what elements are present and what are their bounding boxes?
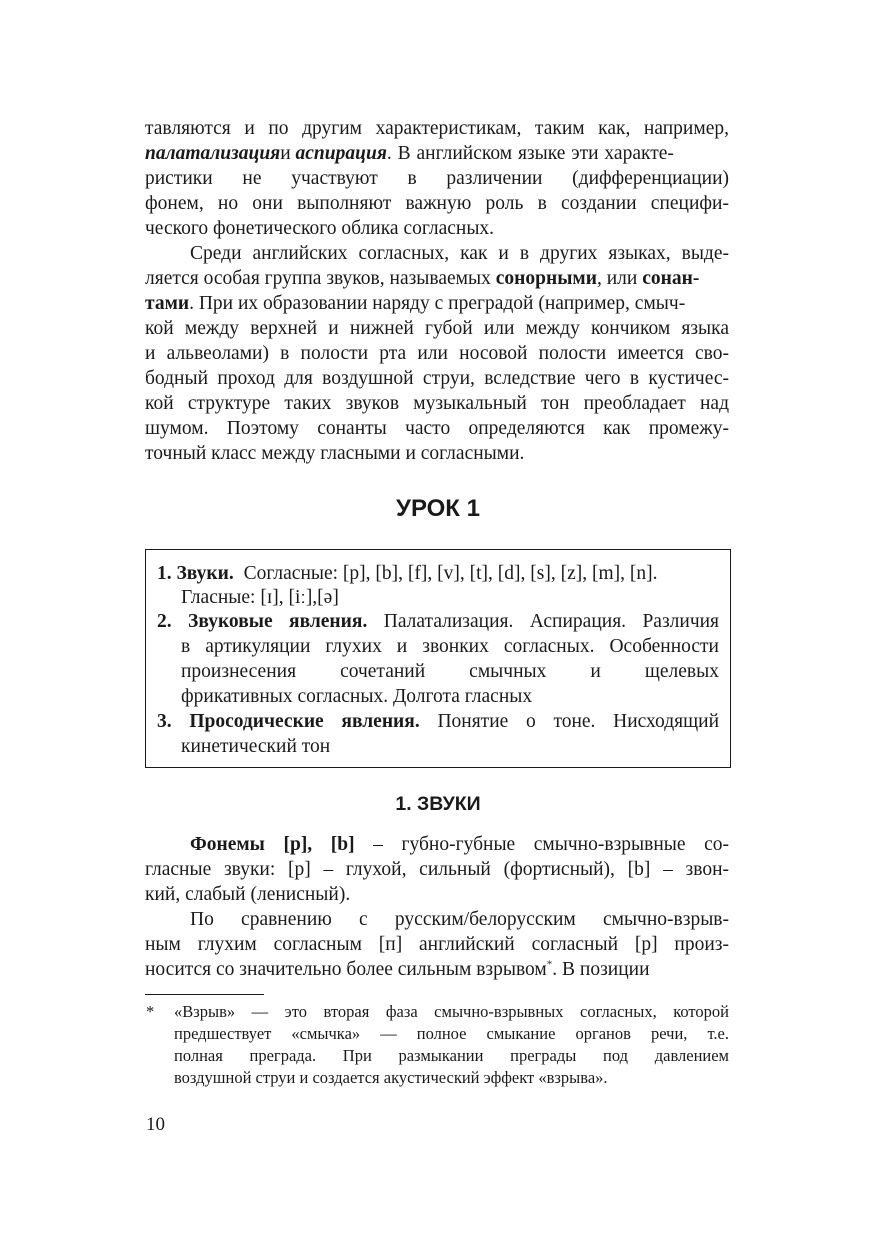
text-line: и альвеолами) в полости рта или носовой полости имеется сво- [145,343,729,364]
text-line: произнесения сочетаний смычных и щелевых [181,661,719,682]
footnote-reference[interactable]: * [546,958,553,971]
text-line: кой структуре таких звуков музыкальный тон преобладает над [145,393,729,414]
text-line: ристики не участвуют в различении (дифференциации) [145,168,729,189]
text-line: кий, слабый (ленисный). [145,884,351,905]
text-fragment: , или [596,268,643,289]
text-line: в артикуляции глухих и звонких согласных. Особенности [181,636,719,657]
term-aspiration: аспирация [295,143,387,164]
item-number: 1. [157,563,172,584]
text-fragment: носится со значительно более сильным взрывом [145,959,547,980]
section-title: 1. ЗВУКИ [395,793,481,815]
footnote-divider [145,994,264,995]
contents-item-1 [157,561,719,586]
item-text: Палатализация. Аспирация. Различия [383,611,720,632]
text-line [145,266,729,291]
conjunction: и [280,143,291,164]
text-line: гласные звуки: [p] – глухой, сильный (фортисный), [b] – звон- [145,859,729,880]
term-palatalization: палатализация [145,143,281,164]
text-line: Среди английских согласных, как и в других языках, выде- [190,243,729,264]
page-number: 10 [146,1114,165,1135]
text-line [145,291,729,316]
text-fragment: . В позиции [552,959,650,980]
text-fragment: . В английском языке эти характе- [386,143,674,164]
text-fragment: ляется особая группа звуков, называемых [145,268,496,289]
item-text: Понятие о тоне. Нисходящий [437,711,720,732]
item-label: Звуки. [176,563,234,584]
footnote-mark: * [146,1002,155,1021]
text-line: Гласные: [ɪ], [iː],[ə] [181,587,339,608]
item-label: Звуковые явления. [188,611,368,632]
text-fragment: . При их образовании наряду с преградой (например, смыч- [189,293,686,314]
item-number: 2. [157,611,172,632]
footnote-line: полная преграда. При размыкании преграды под давлением [174,1046,729,1065]
text-line: кинетический тон [181,736,331,757]
term-sonornye: сонорными [495,268,597,289]
text-line: тавляются и по другим характеристикам, таким как, например, [145,118,729,139]
footnote-line: «Взрыв» — это вторая фаза смычно-взрывных согласных, которой [174,1002,729,1021]
text-line: бодный проход для воздушной струи, вследствие чего в кустичес- [145,368,729,389]
text-line: точный класс между гласными и согласными. [145,443,525,464]
item-label: Просодические явления. [189,711,420,732]
footnote-line: воздушной струи и создается акустический эффект «взрыва». [174,1068,608,1087]
lesson-title: УРОК 1 [396,495,480,522]
text-line: ческого фонетического облика согласных. [145,218,495,239]
text-line [145,141,729,166]
term-sonanty-part1: сонан- [642,268,700,289]
text-line: По сравнению с русским/белорусским смычно-взрыв- [190,909,729,930]
contents-item-3 [157,709,719,734]
text-line: кой между верхней и нижней губой или между кончиком языка [145,318,729,339]
text-line: шумом. Поэтому сонанты часто определяются как промежу- [145,418,729,439]
footnote-line: предшествует «смычка» — полное смыкание органов речи, т.е. [174,1024,729,1043]
text-fragment: – губно-губные смычно-взрывные со- [354,834,729,855]
phonemes-label: Фонемы [p], [b] [190,834,355,855]
text-line: фонем, но они выполняют важную роль в создании специфи- [145,193,729,214]
item-text: Согласные: [p], [b], [f], [v], [t], [d], [s], [z], [m], [n]. [243,563,658,584]
text-line: фрикативных согласных. Долгота гласных [181,686,533,707]
text-line [190,832,729,857]
text-line: ным глухим согласным [п] английский согласный [p] произ- [145,934,729,955]
term-sonanty-part2: тами [145,293,190,314]
text-line [145,957,729,982]
contents-item-2 [157,609,719,634]
item-number: 3. [157,711,172,732]
